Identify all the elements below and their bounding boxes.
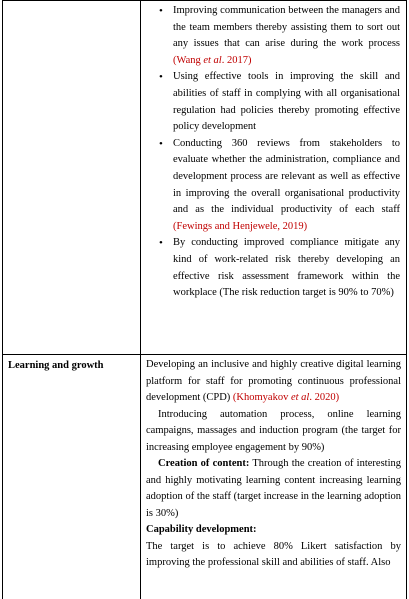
table-cell-empty	[3, 1, 141, 355]
subheading: Capability development:	[146, 524, 257, 535]
table-cell-content	[141, 1, 407, 355]
table-cell-label	[3, 355, 141, 599]
paragraph: The target is to achieve 80% Likert satisfaction by improving the professional skill and abilities of staff. Also	[146, 540, 401, 568]
list-item: • By conducting improved compliance mitigate any kind of work-related risk thereby developing an effective risk assessment framework within the workplace (The risk reduction target is 90% to 70%)	[173, 235, 400, 301]
citation: (Khomyakov et al. 2020)	[232, 392, 340, 403]
citation: (Fewings and Henjewele, 2019)	[173, 220, 308, 232]
citation: (Wang et al. 2017)	[173, 54, 252, 66]
list-item: • Improving communication between the managers and the team members thereby assisting them to sort out any issues that can arise during the work process (Wang et al. 2017)	[173, 3, 400, 69]
paragraph: Introducing automation process, online learning campaigns, massages and induction program (the target for increasing employee engagement by 90%)	[146, 408, 401, 453]
list-item: • Using effective tools in improving the skill and abilities of staff in complying with all organisational regulation had policies thereby promoting effective policy development	[173, 69, 400, 135]
bullet-list	[141, 1, 406, 306]
table-row	[3, 1, 407, 355]
row-label: Learning and growth	[8, 360, 104, 371]
table-row	[3, 355, 407, 599]
paragraph: Creation of content: Through the creation of interesting and highly motivating learning content increasing learning adoption of the staff (target increase in the learning adoption is 30%)	[146, 458, 401, 519]
balanced-scorecard-table	[2, 0, 407, 599]
table-cell-content	[141, 355, 407, 599]
list-item: • Conducting 360 reviews from stakeholders to evaluate whether the administration, compliance and development process are relevant as well as effective in improving the overall organisational productivity and as the individual productivity of each staff (Fewings and Henjewele, 2019)	[173, 136, 400, 236]
paragraph: Developing an inclusive and highly creative digital learning platform for staff for promoting continuous professional development (CPD) (Khomyakov et al. 2020)	[146, 359, 401, 403]
